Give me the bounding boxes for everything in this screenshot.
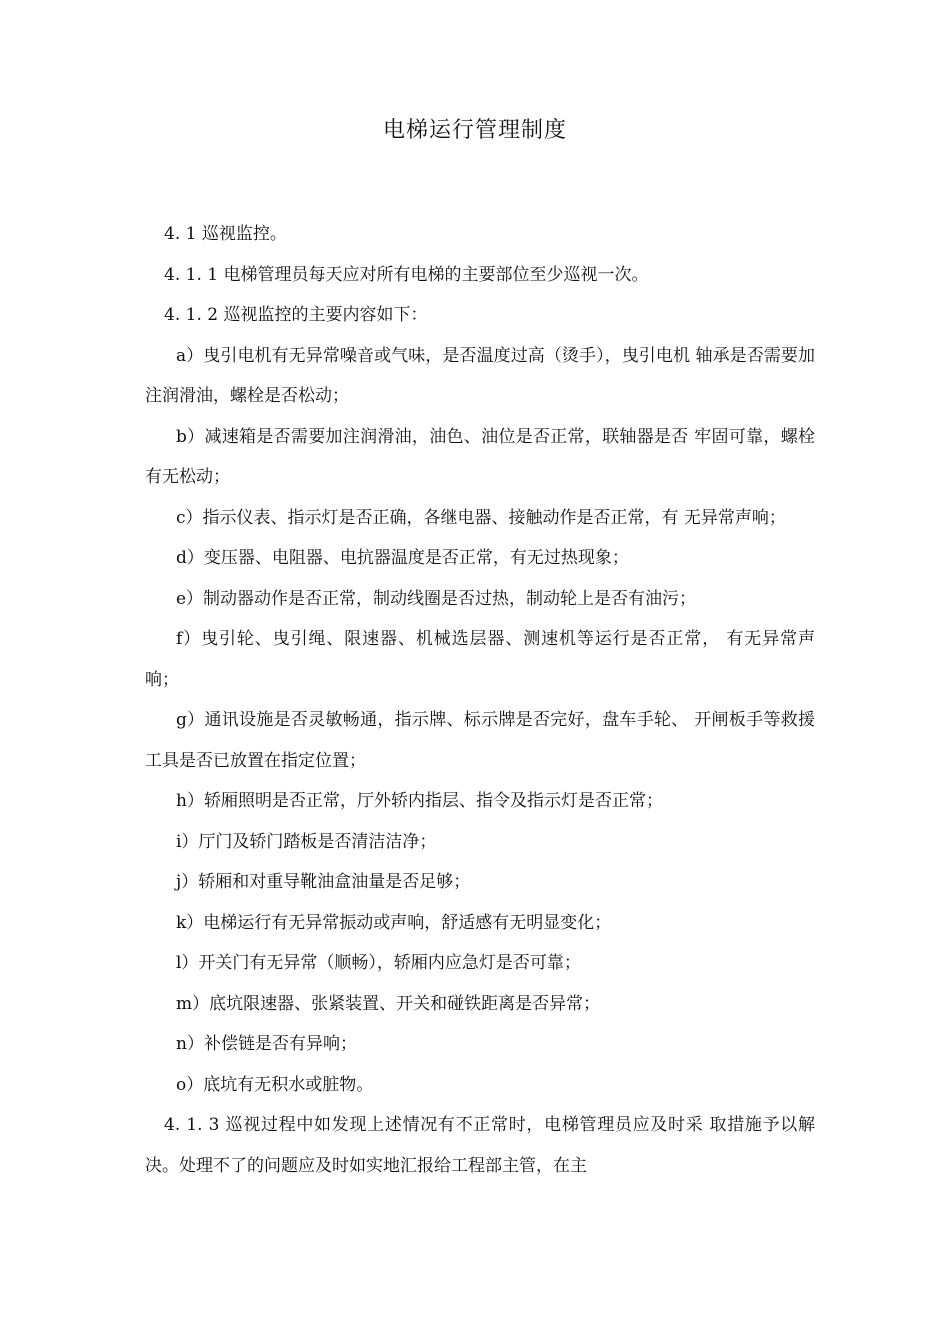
list-item-k: k）电梯运行有无异常振动或声响，舒适感有无明显变化； [176,912,612,933]
document-title: 电梯运行管理制度 [382,118,567,143]
list-item-o: o）底坑有无积水或脏物。 [176,1074,374,1095]
document-body [145,214,815,1186]
paragraph-4-1: 4. 1 巡视监控。 [164,224,287,244]
paragraph-4-1-3: 4. 1. 3 巡视过程中如发现上述情况有不正常时，电梯管理员应及时采 取措施予以解决。处理不了的问题应及时如实地汇报给工程部主管，在主 [145,1115,815,1176]
list-item-h: h）轿厢照明是否正常，厅外轿内指层、指令及指示灯是否正常； [176,791,663,811]
list-item-c: c）指示仪表、指示灯是否正确，各继电器、接触动作是否正常，有 无异常声响； [176,507,786,528]
list-item-a: a）曳引电机有无异常噪音或气味，是否温度过高（烫手），曳引电机 轴承是否需要加注润滑油，螺栓是否松动； [145,345,815,406]
list-item-i: i）厅门及轿门踏板是否清洁洁净； [176,831,437,852]
list-item-l: l）开关门有无异常（顺畅），轿厢内应急灯是否可靠； [176,953,581,973]
list-item-e: e）制动器动作是否正常，制动线圈是否过热，制动轮上是否有油污； [176,588,697,609]
list-item-m: m）底坑限速器、张紧装置、开关和碰铁距离是否异常； [176,993,601,1014]
list-item-g: g）通讯设施是否灵敏畅通，指示牌、标示牌是否完好，盘车手轮、 开闸板手等救援工具是否已放置在指定位置； [145,710,815,771]
paragraph-4-1-2: 4. 1. 2 巡视监控的主要内容如下： [164,305,428,325]
list-item-n: n）补偿链是否有异响； [176,1034,357,1054]
list-item-b: b）减速箱是否需要加注润滑油，油色、油位是否正常，联轴器是否 牢固可靠，螺栓有无松动； [145,426,815,487]
paragraph-4-1-1: 4. 1. 1 电梯管理员每天应对所有电梯的主要部位至少巡视一次。 [164,264,649,285]
list-item-f: f）曳引轮、曳引绳、限速器、机械选层器、测速机等运行是否正常， 有无异常声响； [145,629,815,690]
list-item-j: j）轿厢和对重导靴油盒油量是否足够； [176,872,471,892]
list-item-d: d）变压器、电阻器、电抗器温度是否正常，有无过热现象； [176,548,629,568]
